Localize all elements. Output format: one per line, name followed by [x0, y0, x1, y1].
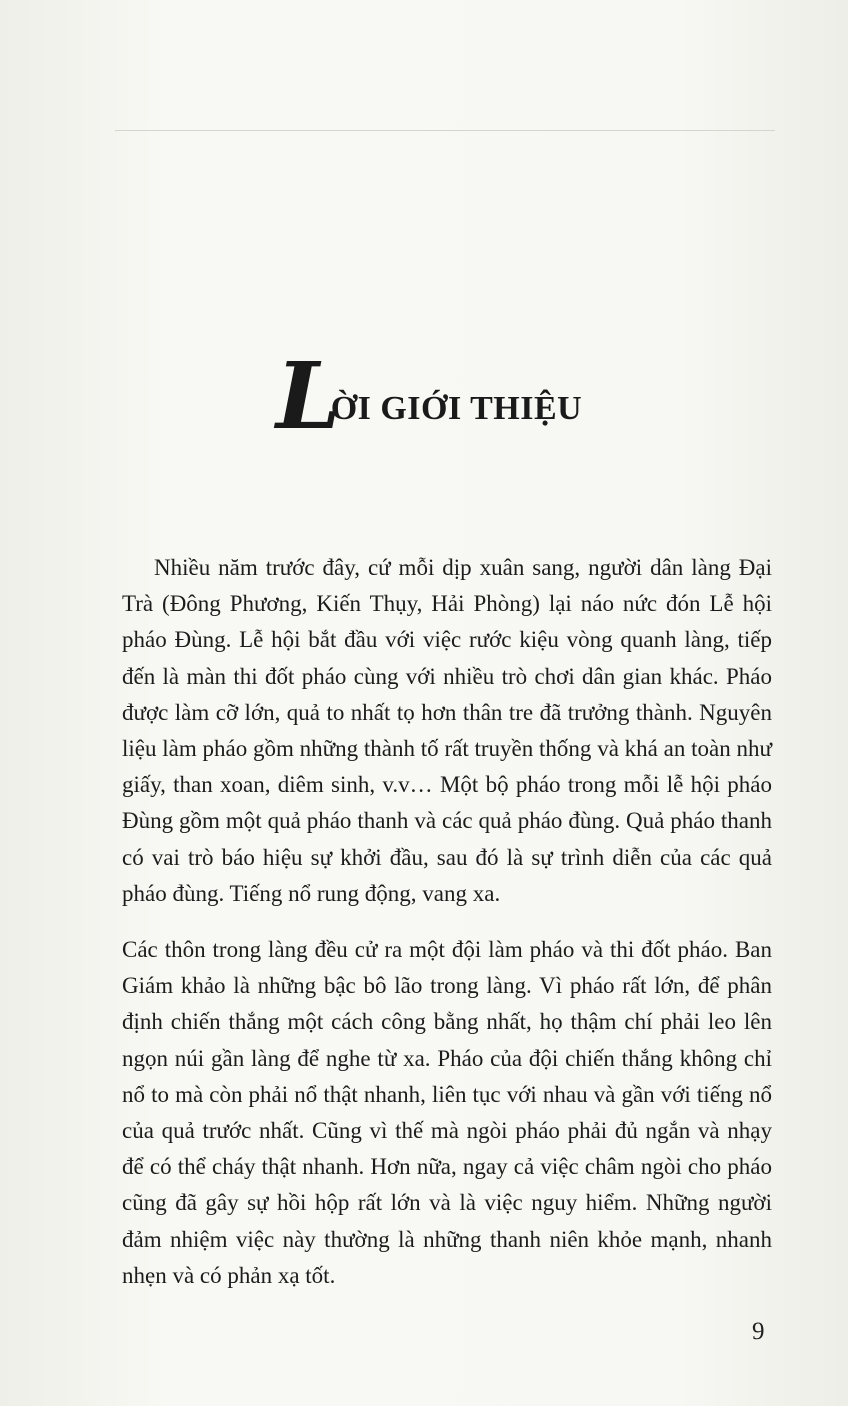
title-dropcap: L — [276, 342, 341, 450]
paragraph-2-text: Các thôn trong làng đều cử ra một đội làm pháo và thi đốt pháo. Ban Giám khảo là những bậc bô lão trong làng. Vì pháo rất lớn, để phân định chiến thắng một cách công bằng nhất, họ thậm chí phải leo lên ngọn núi gần làng để nghe từ xa. Pháo của đội chiến thắng không chỉ nổ to mà còn phải nổ thật nhanh, liên tục với nhau và gần với tiếng nổ của quả trước nhất. Cũng vì thế mà ngòi pháo phải đủ ngắn và nhạy để có thể cháy thật nhanh. Hơn nữa, ngay cả việc châm ngòi cho pháo cũng đã gây sự hồi hộp rất lớn và là việc nguy hiểm. Những người đảm nhiệm việc này thường là những thanh niên khỏe mạnh, nhanh nhẹn và có phản xạ tốt. — [122, 937, 772, 1288]
body-text — [122, 550, 772, 1294]
page-number: 9 — [752, 1318, 765, 1345]
paragraph-2 — [122, 932, 772, 1294]
chapter-title — [276, 342, 583, 450]
title-text: ỜI GIỚI THIỆU — [330, 390, 583, 427]
paragraph-1-text: Nhiều năm trước đây, cứ mỗi dịp xuân sang, người dân làng Đại Trà (Đông Phương, Kiến Thụy, Hải Phòng) lại náo nức đón Lễ hội pháo Đùng. Lễ hội bắt đầu với việc rước kiệu vòng quanh làng, tiếp đến là màn thi đốt pháo cùng với nhiều trò chơi dân gian khác. Pháo được làm cỡ lớn, quả to nhất tọ hơn thân tre đã trưởng thành. Nguyên liệu làm pháo gồm những thành tố rất truyền thống và khá an toàn như giấy, than xoan, diêm sinh, v.v… Một bộ pháo trong mỗi lễ hội pháo Đùng gồm một quả pháo thanh và các quả pháo đùng. Quả pháo thanh có vai trò báo hiệu sự khởi đầu, sau đó là sự trình diễn của các quả pháo đùng. Tiếng nổ rung động, vang xa. — [122, 555, 772, 906]
show-through-rule — [115, 130, 775, 131]
paragraph-1 — [122, 550, 772, 912]
